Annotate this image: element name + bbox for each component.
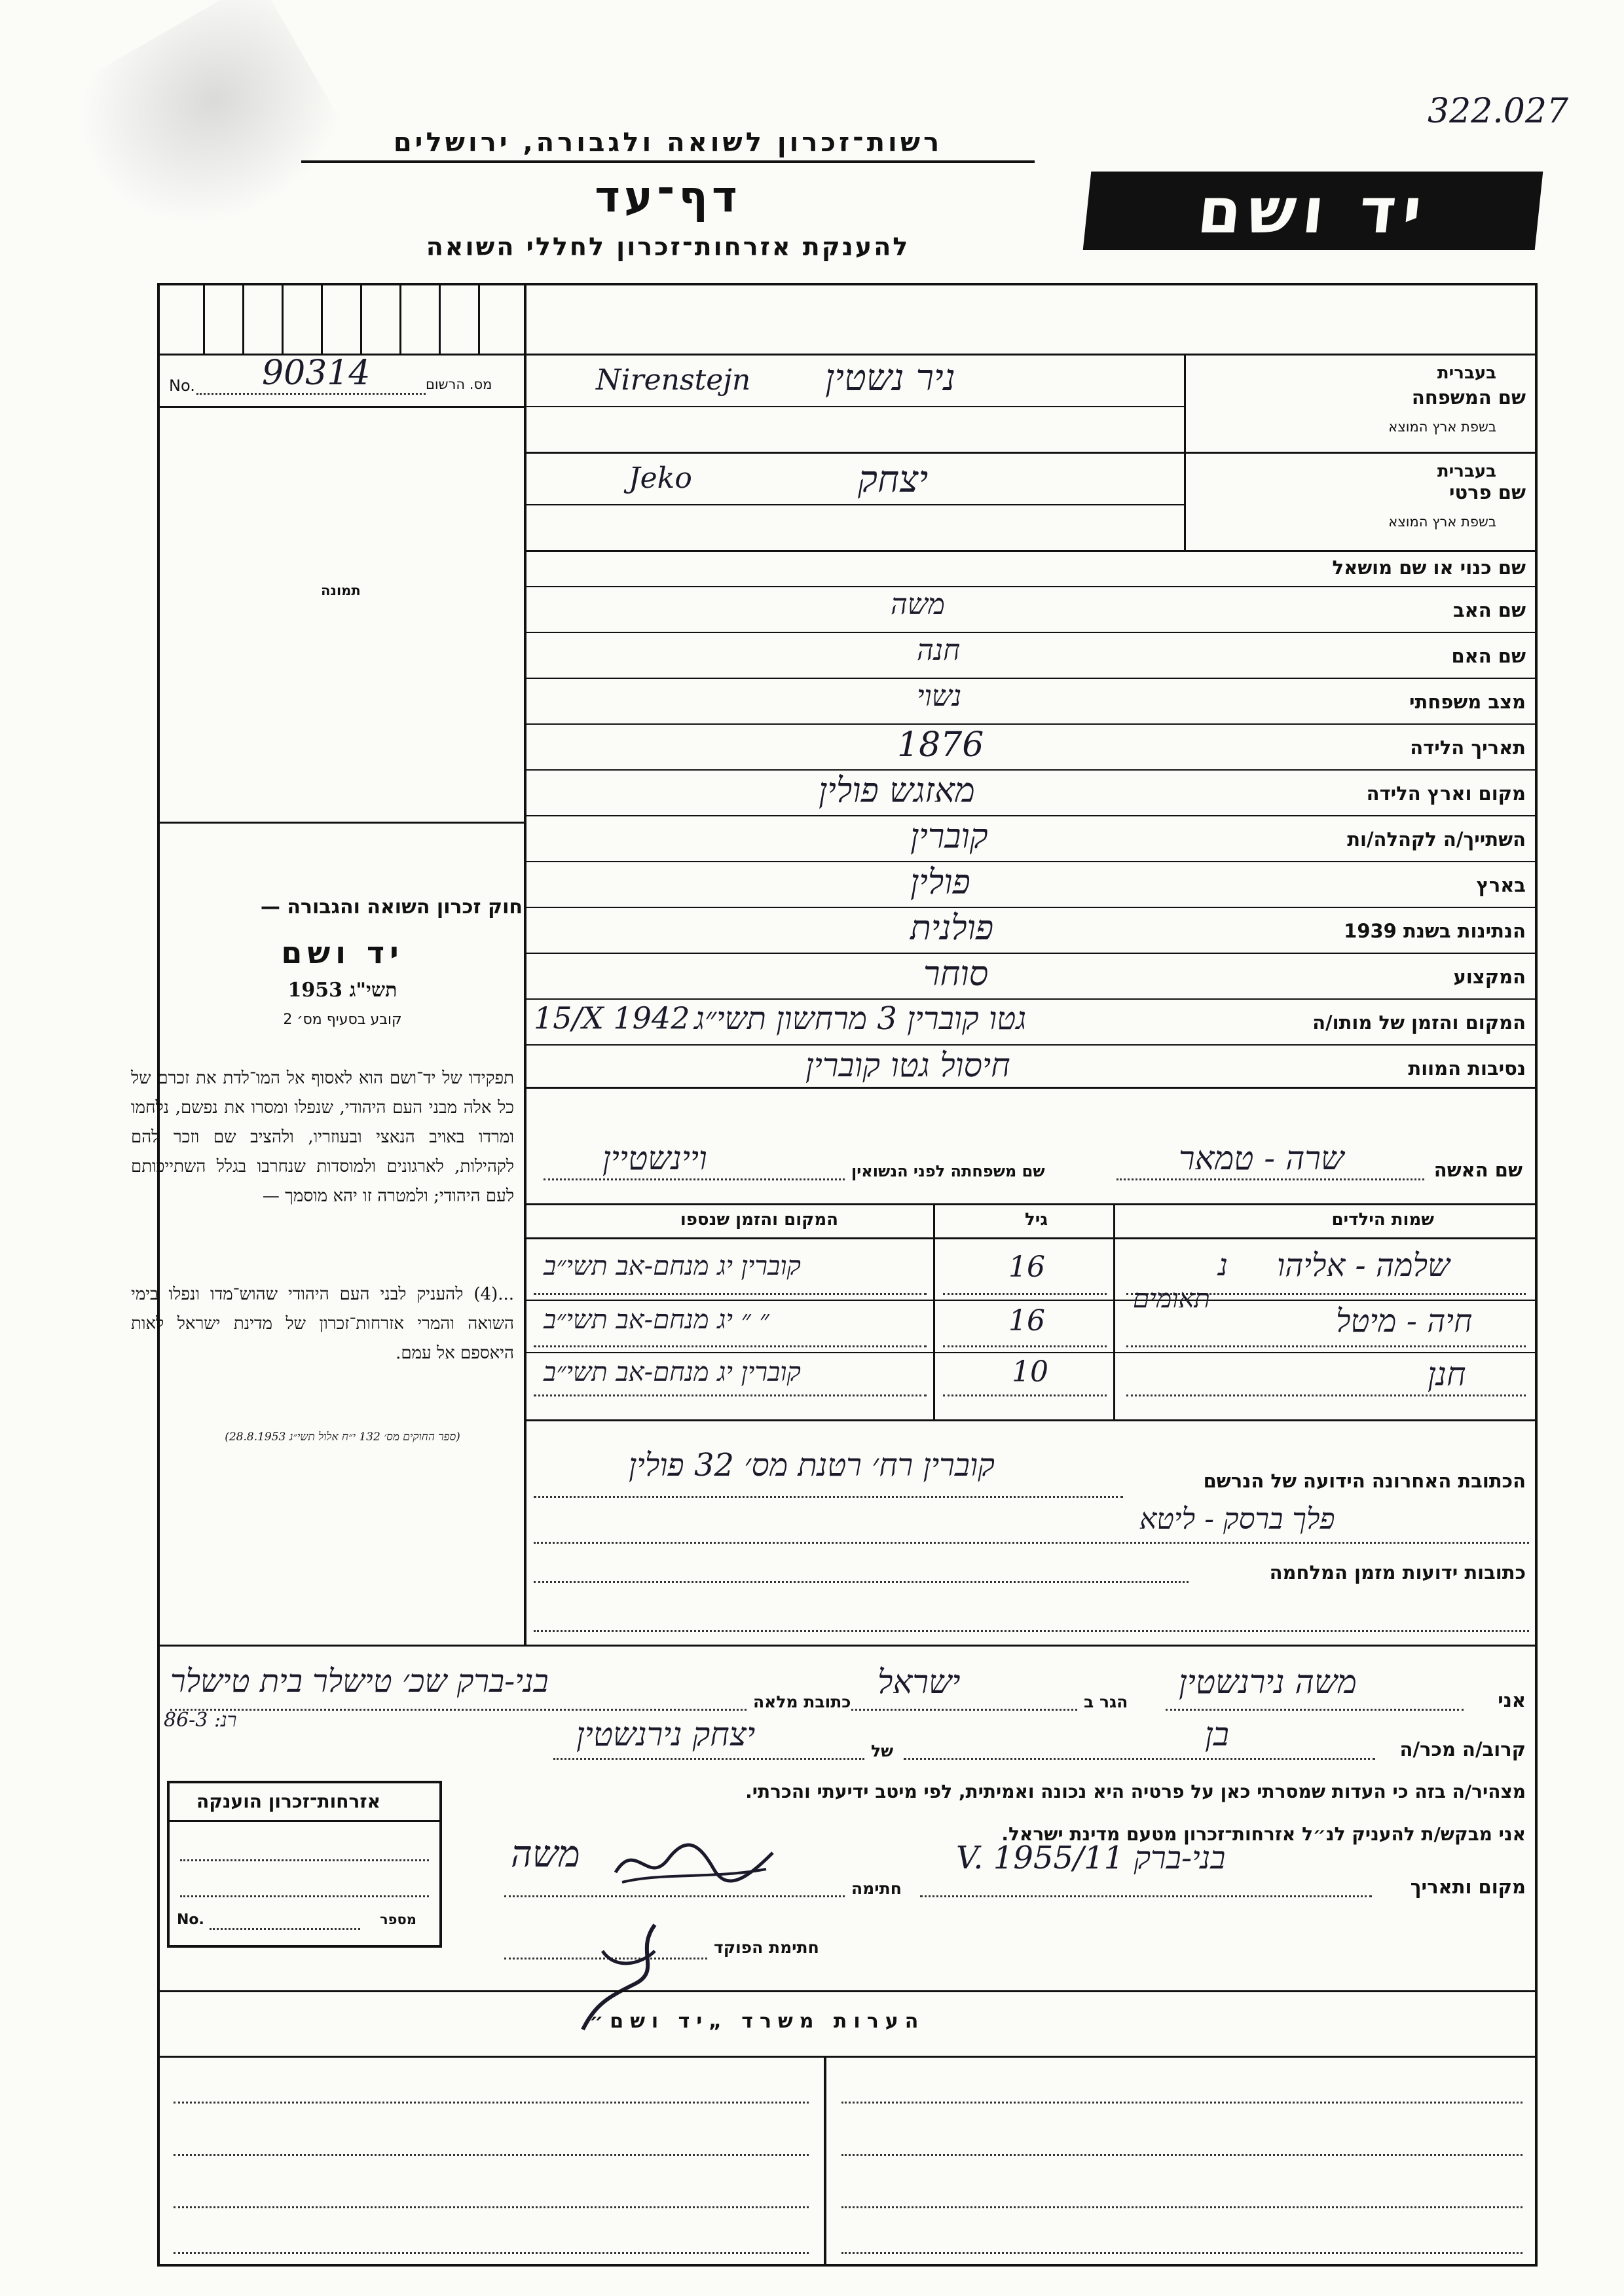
signature-value: משה — [511, 1833, 580, 1876]
surname-latin-value: Nirenstejn — [596, 363, 751, 397]
marital-label: מצב משפחתי — [1409, 691, 1526, 713]
nickname-label: שם כנוי או שם מושאל — [1332, 556, 1526, 579]
declaration-text: מצהיר/ה בזה כי העדות שמסרתי כאן על פרטיה היא נכונה ואמיתית, לפי מיטב ידיעתי והכרתי. — [745, 1781, 1526, 1802]
child-2-place: ״ ״ יג מנחם-אב תשי״ב — [544, 1305, 769, 1335]
community-label: השתייך/ה לקהלה/ות — [1347, 828, 1526, 850]
law-title: חוק זכרון השואה והגבורה — — [260, 896, 523, 919]
surname-hebrew-value: ניר נשטין — [825, 357, 955, 399]
surname-origin-label: בשפת ארץ המוצא — [1388, 419, 1496, 435]
surname-label: שם המשפחה — [1411, 386, 1526, 409]
reg-no-label: מס. הרשום — [426, 376, 492, 392]
given-origin-label: בשפת ארץ המוצא — [1388, 514, 1496, 530]
country-value: פולין — [910, 863, 970, 902]
declarant-address-label: כתובת מלאה — [753, 1692, 851, 1711]
law-source: (ספר החוקים מס׳ 132 י״ח אלול תשי״ג 28.8.1953) — [225, 1430, 460, 1444]
last-address-label: הכתובת האחרונה הידועה של הנרשם — [1203, 1470, 1526, 1492]
given-hebrew-label: בעברית — [1437, 462, 1496, 481]
birthplace-value: מאזגש פולין — [819, 771, 975, 811]
child-3-age: 10 — [1012, 1355, 1048, 1389]
father-label: שם האב — [1452, 599, 1526, 621]
declarant-address-value: בני-ברק שכ׳ טישלר בית טישלר — [170, 1663, 549, 1700]
relative-label: קרוב/ה מכר/ה — [1399, 1738, 1526, 1760]
law-text: תפקידו של יד־ושם הוא לאסוף אל המו־לדת את זכרם של כל אלה מבני העם היהודי, שנפלו ומסרו את נפשם, נלחמו ומרדו באויב הנאצי ובעוזריו, ולהציב שם וזכר להם לקהילות, לארגונים ולמוסדות שנחרבו בגלל השתייכותם לעם היהודי; ולמטרה זו יהא מוסמך — — [131, 1068, 514, 1206]
form-purpose: להענקת אזרחות־זכרון לחללי השואה — [426, 232, 910, 261]
law-text-2: ...(4) להעניק לבני העם היהודי שהוש־מדו ונפלו בימי השואה והמרי אזרחות־זכרון של מדינת ישראל לאות היאספם אל עמם. — [131, 1285, 514, 1363]
law-clause: קובע בסעיף מס׳ 2 — [283, 1011, 402, 1028]
citizenship-value: פולנית — [910, 909, 994, 948]
mother-label: שם האם — [1451, 645, 1526, 667]
yad-vashem-logo: יד ושם — [1083, 172, 1543, 250]
birthdate-value: 1876 — [897, 725, 984, 765]
form-title: דף־עד — [595, 172, 741, 222]
child-1-place: קוברין יג מנחם-אב תשי״ב — [544, 1251, 801, 1281]
declarant-resides-label: הגר ב — [1084, 1692, 1128, 1711]
law-year: תשי"ג 1953 — [287, 979, 397, 1002]
country-label: בארץ — [1476, 874, 1526, 896]
signature-scribble — [609, 1833, 779, 1892]
profession-value: סוחר — [923, 955, 989, 994]
death-place-value: גטו קוברין 3 מרחשון תשי״ג — [694, 1000, 1027, 1037]
given-latin-value: Jeko — [629, 462, 692, 495]
children-header-place: המקום והזמן שנספו — [680, 1210, 838, 1230]
wife-value: שרה - טמאר — [1179, 1139, 1344, 1177]
profession-label: המקצוע — [1453, 966, 1526, 988]
death-cause-value: חיסול גטו קוברין — [805, 1046, 1010, 1084]
child-2-name: חיה - מיטל — [1336, 1303, 1473, 1339]
birthplace-label: מקום וארץ הלידה — [1366, 782, 1526, 805]
child-2-note: תאומים — [1133, 1284, 1210, 1314]
last-address-value-2: פלך ברסק - ליטא — [1139, 1503, 1335, 1536]
wartime-address-label: כתובות ידועות מזמן המלחמה — [1269, 1561, 1526, 1584]
birthdate-label: תאריך הלידה — [1410, 737, 1526, 759]
place-date-value: בני-ברק 11/V. 1955 — [956, 1840, 1226, 1876]
office-remarks-label: הערות משרד „יד ושם״ — [589, 2010, 925, 2033]
authority-line: רשות־זכרון לשואה ולגבורה, ירושלים — [301, 128, 1035, 163]
archive-number: 322.027 — [1428, 92, 1569, 131]
child-3-name: חנן — [1428, 1355, 1466, 1393]
child-1-note: נ — [1218, 1247, 1228, 1283]
declarant-name: משה נירנשטין — [1179, 1663, 1357, 1701]
last-address-value: קוברין רח׳ רטנת מס׳ 32 פולין — [629, 1447, 995, 1484]
marital-value: נשוי — [917, 680, 962, 713]
death-cause-label: נסיבות המוות — [1408, 1057, 1526, 1080]
children-header-age: גיל — [1024, 1210, 1048, 1230]
child-1-age: 16 — [1008, 1250, 1045, 1284]
reg-no-value: 90314 — [262, 354, 371, 393]
children-header-names: שמות הילדים — [1331, 1210, 1434, 1230]
mother-value: חנה — [917, 634, 961, 667]
maiden-value: ויינשטיין — [602, 1139, 707, 1177]
reg-no-en: No. — [169, 376, 195, 395]
citizenship-label: הנתינות בשנת 1939 — [1344, 920, 1526, 942]
relative-value: בן — [1205, 1715, 1229, 1753]
signature-label: חתימה — [851, 1879, 902, 1898]
death-place-label: המקום והזמן של מותו/ה — [1312, 1011, 1526, 1034]
child-3-place: קוברין יג מנחם-אב תשי״ב — [544, 1357, 801, 1387]
of-label: של — [871, 1741, 894, 1760]
photo-label: תמונה — [321, 583, 361, 598]
given-label: שם פרטי — [1449, 481, 1526, 503]
citizenship-box-no-en: No. — [177, 1912, 204, 1928]
of-value: יצחק נירנשטין — [576, 1715, 756, 1753]
maiden-label: שם משפחתה לפני הנשואין — [851, 1162, 1045, 1180]
given-hebrew-value: יצחק — [858, 458, 929, 501]
child-1-name: שלמה - אליהו — [1277, 1247, 1450, 1284]
community-value: קוברין — [910, 817, 988, 856]
father-value: משה — [891, 588, 946, 621]
wife-label: שם האשה — [1433, 1159, 1522, 1181]
child-2-age: 16 — [1008, 1304, 1045, 1338]
request-text: אני מבקש/ת להעניק לנ״ל אזרחות־זכרון מטעם מדינת ישראל. — [1001, 1823, 1526, 1845]
declarant-phone: רנ: 86-3 — [164, 1709, 237, 1732]
surname-hebrew-label: בעברית — [1437, 363, 1496, 383]
officer-label: חתימת הפוקד — [714, 1938, 819, 1957]
declarant-resides-value: ישראל — [877, 1663, 961, 1701]
death-date-value: 15/X 1942 — [534, 1000, 690, 1036]
law-name: יד ושם — [281, 935, 404, 970]
citizenship-box-title: אזרחות־זכרון הוענקה — [196, 1791, 380, 1812]
place-date-label: מקום ותאריך — [1410, 1876, 1526, 1898]
declarant-i-label: אני — [1498, 1689, 1526, 1711]
citizenship-box-no-label: מספר — [380, 1912, 416, 1927]
